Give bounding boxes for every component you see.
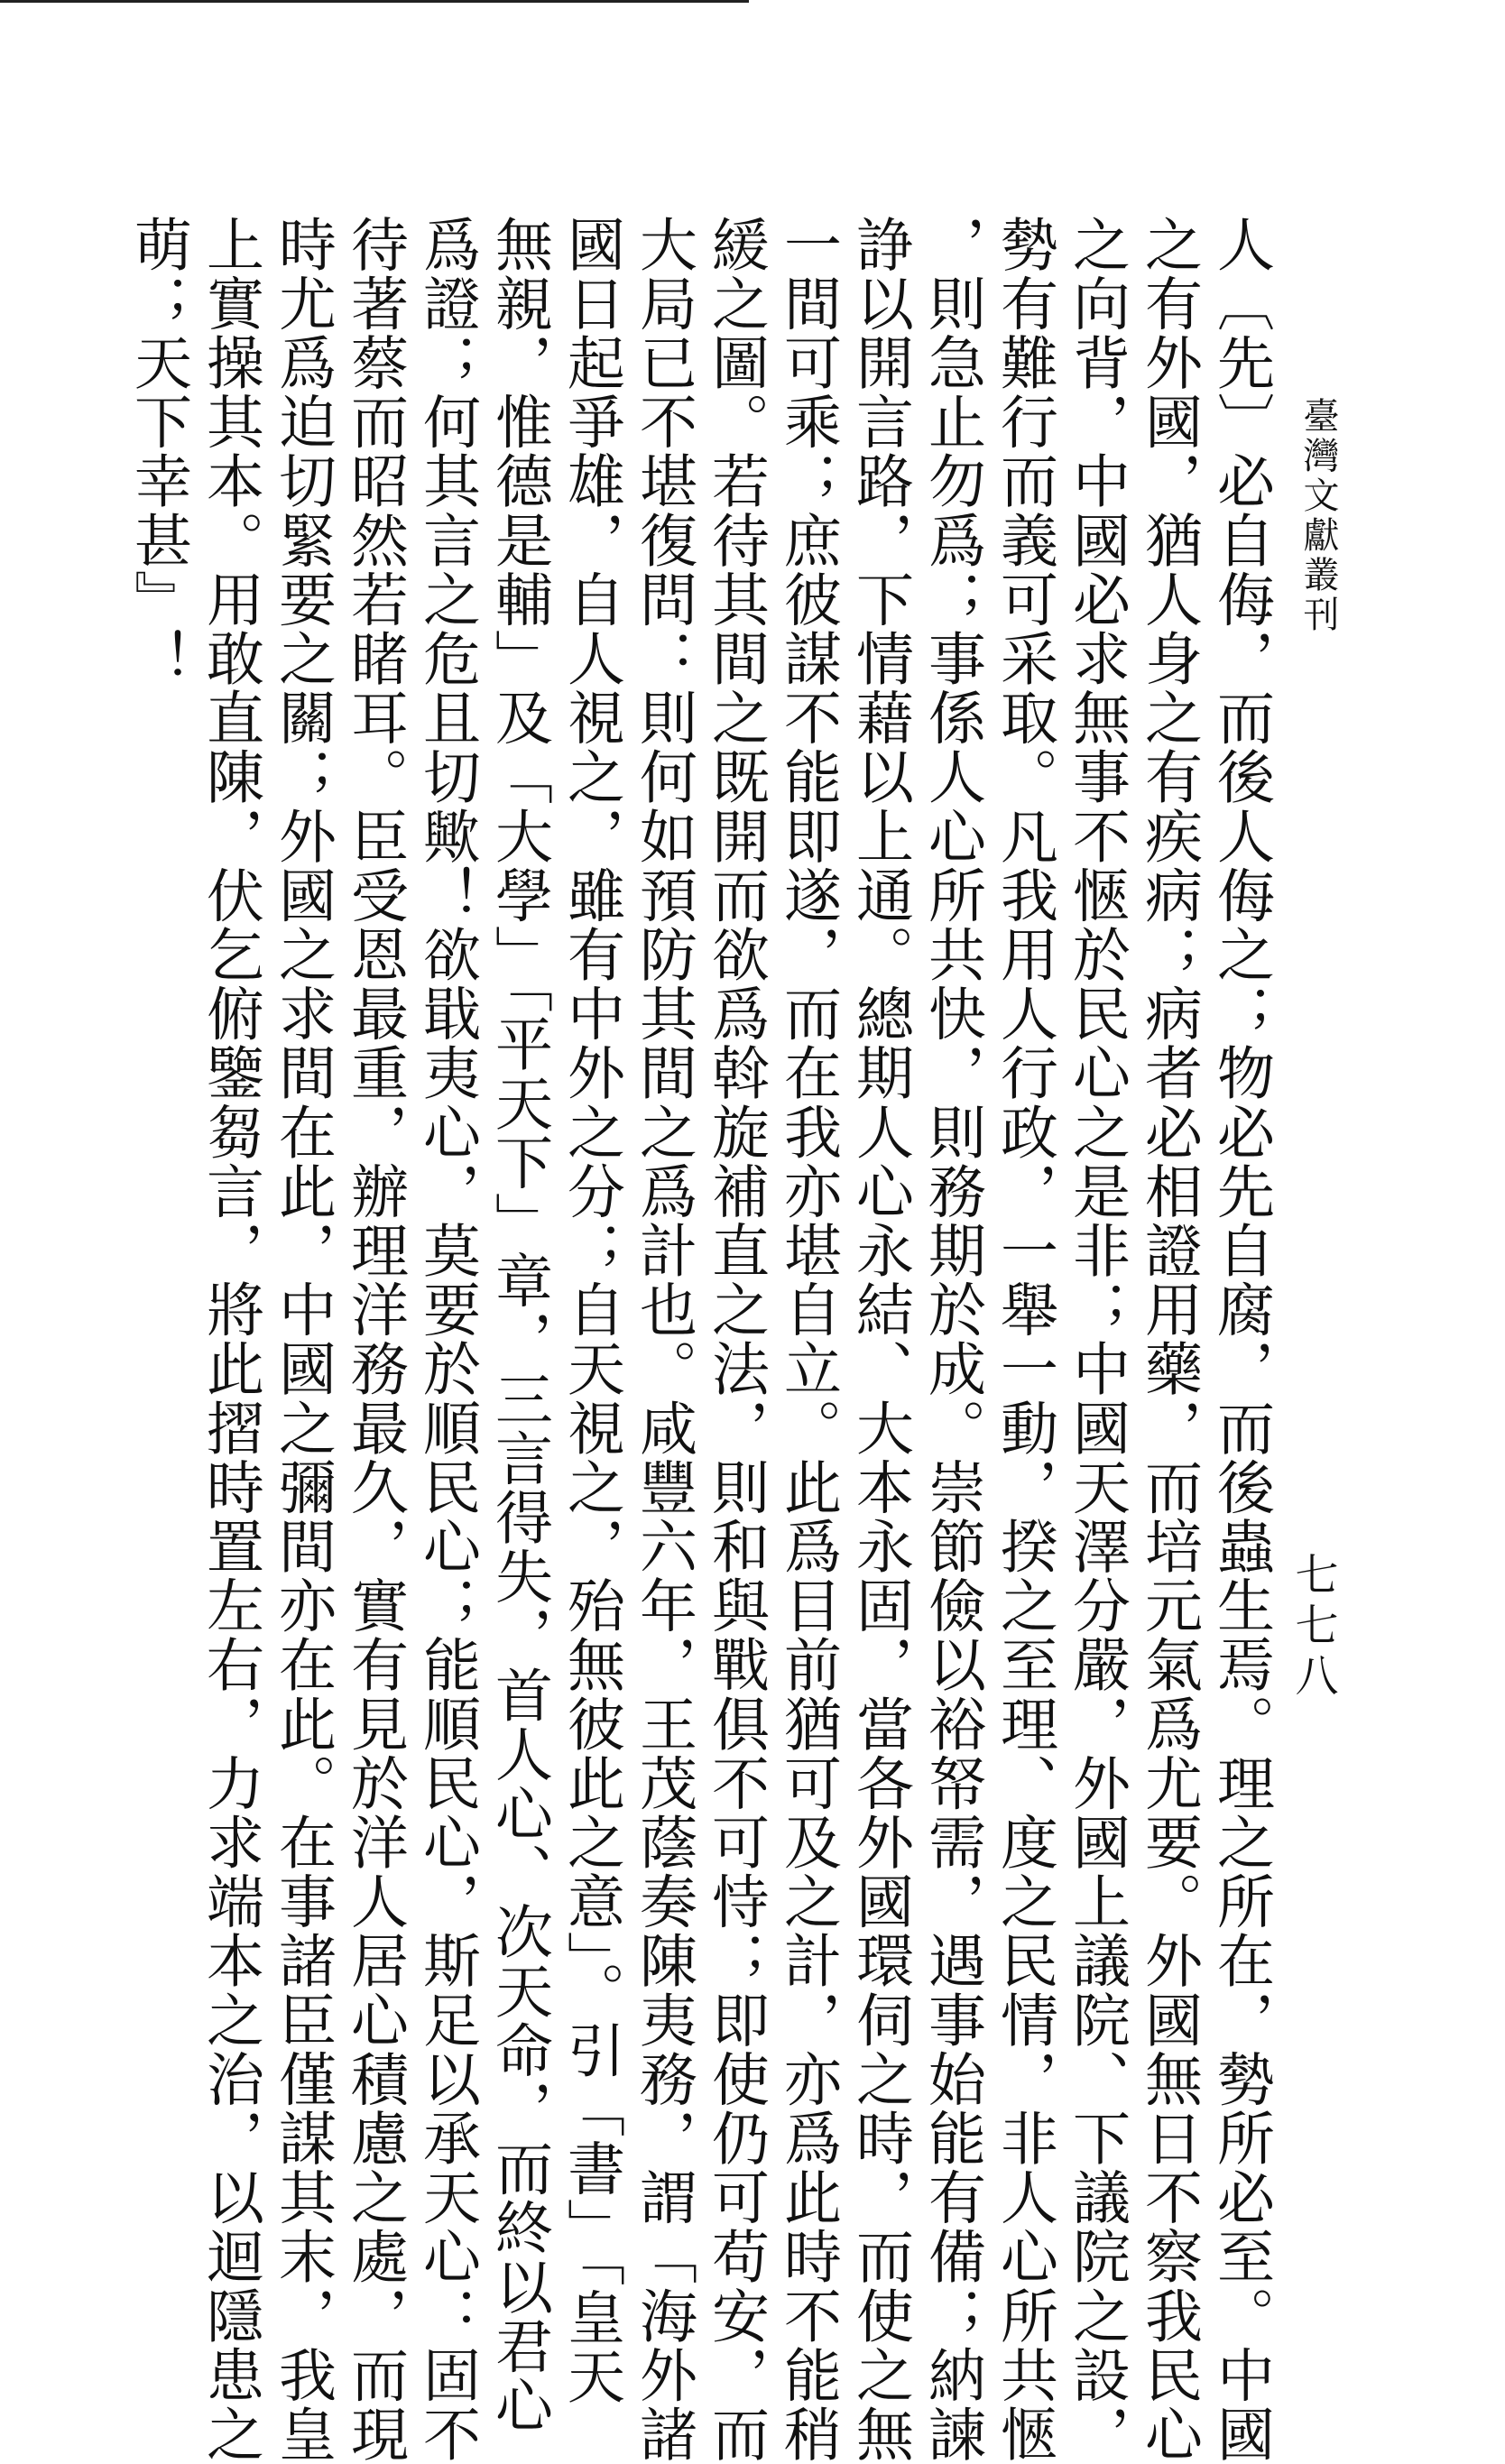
series-title: 臺灣文獻叢刊 xyxy=(1297,397,1339,635)
text-line: 大局已不堪復問：則何如預防其間之爲計也。咸豐六年，王茂蔭奏陳夷務，謂「海外諸 xyxy=(630,215,697,2464)
text-line: 勢有難行而義可采取。凡我用人行政，一舉一動，揆之至理、度之民情，非人心所共愜 xyxy=(991,215,1057,2464)
text-line: 待著蔡而昭然若睹耳。臣受恩最重，辦理洋務最久，實有見於洋人居心積慮之處，而現 xyxy=(341,215,408,2464)
text-line: 緩之圖。若待其間之既開而欲爲斡旋補直之法，則和與戰俱不可恃；即使仍可苟安，而 xyxy=(702,215,769,2464)
text-line: 一間可乘；庶彼謀不能即遂，而在我亦堪自立。此爲目前猶可及之計，亦爲此時不能稍 xyxy=(774,215,841,2464)
text-line: 諍以開言路，下情藉以上通。總期人心永結、大本永固，當各外國環伺之時，而使之無 xyxy=(846,215,913,2464)
page-number: 七七八 xyxy=(1288,1552,1338,1703)
body-text xyxy=(108,215,1274,2464)
text-line: 上實操其本。用敢直陳，伏乞俯鑒芻言，將此摺時置左右，力求端本之治，以迴隱患之 xyxy=(197,215,263,2464)
text-line: 無親，惟德是輔」及「大學」「平天下」章，三言得失，首人心、次天命，而終以君心 xyxy=(485,215,552,2435)
text-line: ，則急止勿爲；事係人心所共快，則務期於成。崇節儉以裕帑需，遇事始能有備；納諫 xyxy=(919,215,985,2464)
text-line: 之有外國，猶人身之有疾病；病者必相證用藥，而培元氣爲尤要。外國無日不察我民心 xyxy=(1135,215,1202,2464)
text-line: 萌；天下幸甚』！ xyxy=(125,215,191,688)
text-line: 時尤爲迫切緊要之關；外國之求間在此，中國之彌間亦在此。在事諸臣僅謀其末，我皇 xyxy=(269,215,336,2464)
top-rule xyxy=(0,0,749,3)
text-line: 國日起爭雄，自人視之，雖有中外之分；自天視之，殆無彼此之意」。引「書」「皇天 xyxy=(558,215,624,2406)
text-line: 人〔先〕必自侮，而後人侮之；物必先自腐，而後蟲生焉。理之所在，勢所必至。中國 xyxy=(1207,215,1274,2464)
text-line: 之向背，中國必求無事不愜於民心之是非；中國天澤分嚴，外國上議院、下議院之設， xyxy=(1063,215,1130,2464)
text-line: 爲證；何其言之危且切歟！欲戢夷心，莫要於順民心；能順民心，斯足以承天心：固不 xyxy=(413,215,480,2464)
